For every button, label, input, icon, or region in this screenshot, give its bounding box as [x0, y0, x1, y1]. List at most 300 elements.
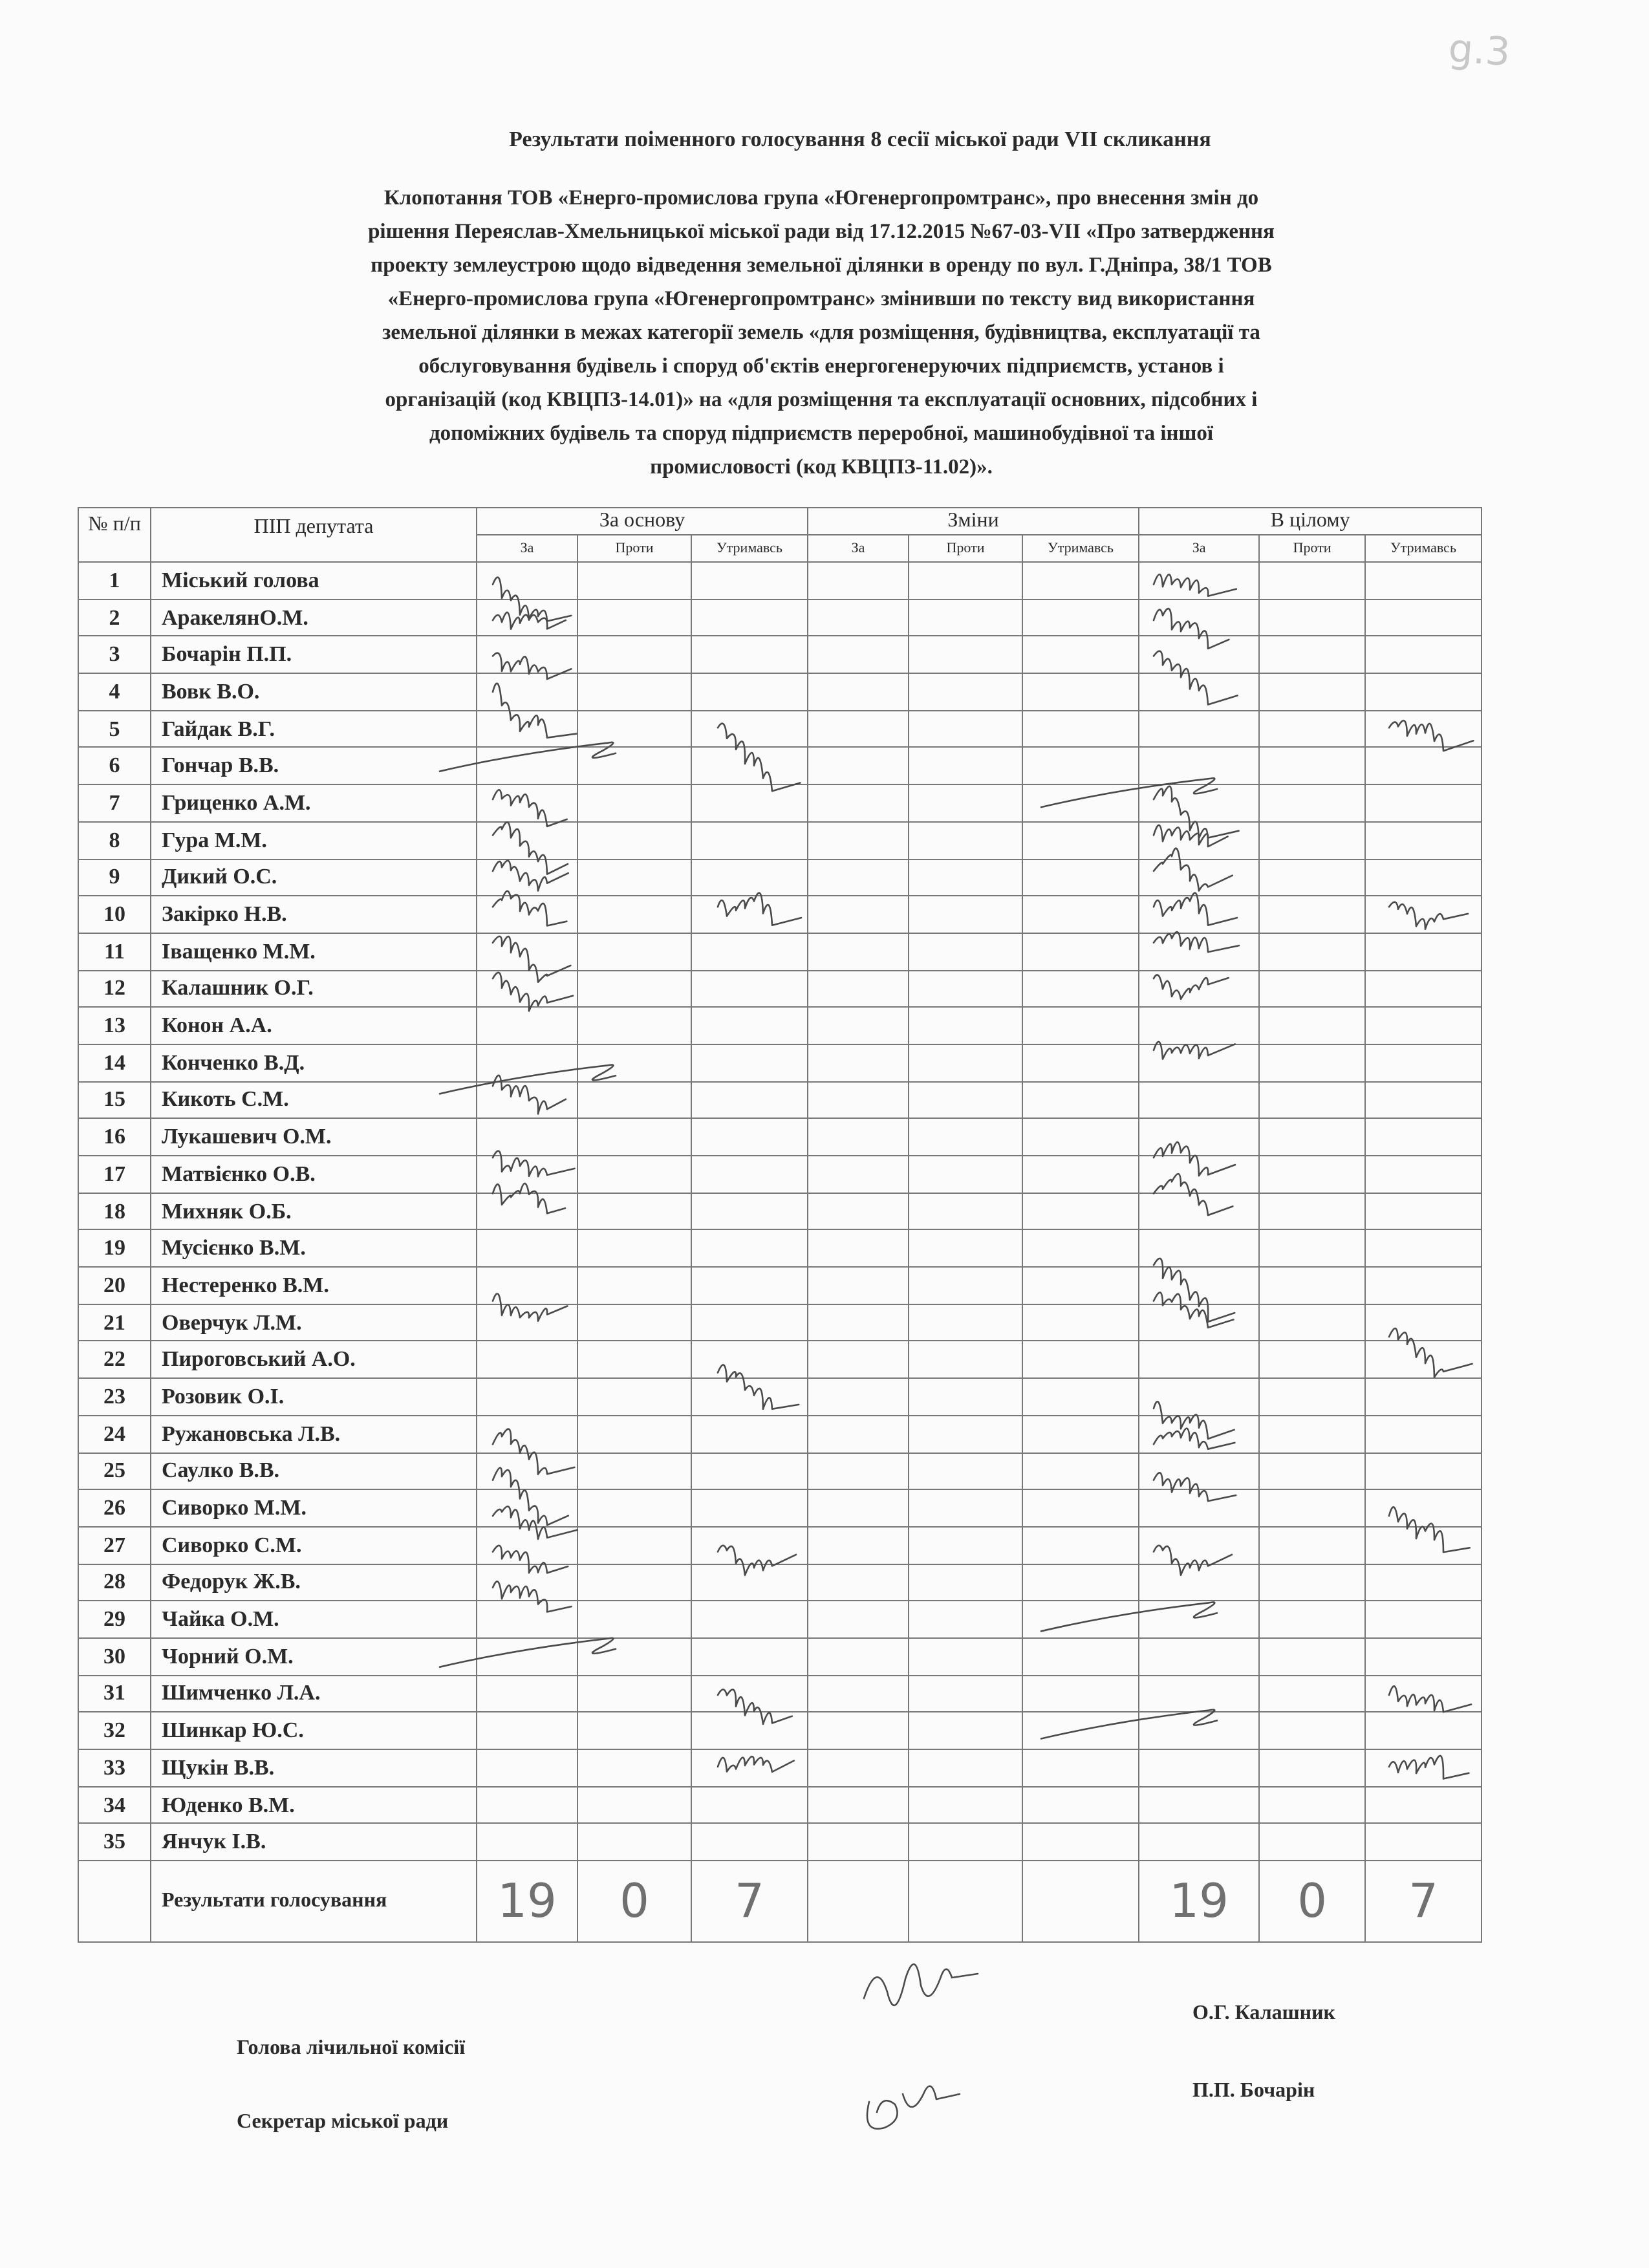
- osnova-za-cell: [477, 1008, 577, 1044]
- zminy-proty-cell: [909, 1008, 1022, 1044]
- vcilomu-proty-cell: [1259, 1156, 1365, 1193]
- osnova-proty-cell: [577, 673, 691, 710]
- zminy-proty-cell: [909, 784, 1022, 821]
- deputy-row: [78, 784, 1482, 821]
- deputy-name: Чорний О.М.: [151, 1638, 477, 1675]
- deputy-rows: [78, 562, 1482, 1861]
- zminy-proty-cell: [909, 673, 1022, 710]
- zminy-proty-cell: [909, 933, 1022, 970]
- osnova-utr-cell: [691, 1489, 808, 1526]
- vcilomu-za-cell: [1139, 1416, 1259, 1453]
- vcilomu-utr-cell: [1365, 822, 1482, 859]
- deputy-row: [78, 1008, 1482, 1044]
- secretary-name: П.П. Бочарін: [1192, 2080, 1315, 2102]
- osnova-proty-cell: [577, 1230, 691, 1267]
- zminy-za-cell: [808, 1712, 909, 1749]
- deputy-name: Закірко Н.В.: [151, 896, 477, 933]
- row-number: 31: [78, 1675, 151, 1712]
- zminy-za-cell: [808, 748, 909, 784]
- zminy-proty-cell: [909, 822, 1022, 859]
- zminy-proty-cell: [909, 1193, 1022, 1229]
- zminy-za-cell: [808, 1081, 909, 1118]
- osnova-utr-cell: [691, 1267, 808, 1304]
- zminy-utr-cell: [1022, 1081, 1139, 1118]
- subject-line: допоміжних будівель та споруд підприємств переробної, машинобудівної та іншої: [429, 420, 1214, 445]
- vcilomu-za-cell: [1139, 1564, 1259, 1601]
- zminy-proty-cell: [909, 599, 1022, 636]
- osnova-proty-cell: [577, 1453, 691, 1489]
- vcilomu-utr-cell: [1365, 1564, 1482, 1601]
- zminy-proty-cell: [909, 1675, 1022, 1712]
- deputy-row: [78, 1638, 1482, 1675]
- zminy-utr-cell: [1022, 1601, 1139, 1638]
- zminy-za-cell: [808, 1008, 909, 1044]
- row-number: 21: [78, 1304, 151, 1341]
- osnova-za-cell: [477, 636, 577, 673]
- deputy-name: Калашник О.Г.: [151, 970, 477, 1007]
- subject-line: організацій (код КВЦПЗ-14.01)» на «для розміщення та експлуатації основних, підсобних і: [385, 387, 1258, 411]
- vcilomu-utr-cell: [1365, 1638, 1482, 1675]
- osnova-za-cell: [477, 1489, 577, 1526]
- vcilomu-proty-cell: [1259, 1341, 1365, 1378]
- vcilomu-za-cell: [1139, 636, 1259, 673]
- commission-chair-name: О.Г. Калашник: [1192, 2002, 1335, 2024]
- vcilomu-proty-cell: [1259, 822, 1365, 859]
- row-number: 10: [78, 896, 151, 933]
- osnova-utr-cell: [691, 1527, 808, 1564]
- osnova-za-cell: [477, 1230, 577, 1267]
- vcilomu-proty-cell: [1259, 1044, 1365, 1081]
- deputy-name: Матвієнко О.В.: [151, 1156, 477, 1193]
- zminy-za-cell: [808, 1638, 909, 1675]
- vcilomu-za-cell: [1139, 748, 1259, 784]
- chair-signature: [864, 1964, 978, 2005]
- osnova-proty-total: 0: [577, 1861, 691, 1942]
- osnova-utr-cell: [691, 1156, 808, 1193]
- zminy-za-cell: [808, 1453, 909, 1489]
- zminy-utr-cell: [1022, 896, 1139, 933]
- row-number: 13: [78, 1008, 151, 1044]
- row-number: 34: [78, 1786, 151, 1823]
- osnova-proty-cell: [577, 1712, 691, 1749]
- zminy-utr-cell: [1022, 1749, 1139, 1786]
- vcilomu-za-cell: [1139, 1119, 1259, 1156]
- zminy-utr-cell: [1022, 1267, 1139, 1304]
- vcilomu-utr-cell: [1365, 748, 1482, 784]
- vcilomu-utr-cell: [1365, 1453, 1482, 1489]
- header-group-osnova: За основу: [477, 508, 808, 535]
- deputy-name: Конченко В.Д.: [151, 1044, 477, 1081]
- osnova-proty-cell: [577, 1378, 691, 1415]
- header-deputy-name: ПІП депутата: [151, 508, 477, 562]
- row-number: 26: [78, 1489, 151, 1526]
- vcilomu-proty-cell: [1259, 933, 1365, 970]
- deputy-name: Мусієнко В.М.: [151, 1230, 477, 1267]
- osnova-za-cell: [477, 1527, 577, 1564]
- results-number-cell: [78, 1861, 151, 1942]
- vcilomu-za-cell: [1139, 1824, 1259, 1861]
- vcilomu-proty-cell: [1259, 636, 1365, 673]
- osnova-utr-cell: [691, 1638, 808, 1675]
- osnova-proty-cell: [577, 1119, 691, 1156]
- zminy-utr-cell: [1022, 562, 1139, 599]
- subject-line: земельної ділянки в межах категорії земель «для розміщення, будівництва, експлуатації та: [382, 319, 1260, 344]
- zminy-utr-cell: [1022, 1453, 1139, 1489]
- osnova-za-cell: [477, 896, 577, 933]
- deputy-row: [78, 1675, 1482, 1712]
- subject-line: проекту землеустрою щодо відведення земельної ділянки в оренду по вул. Г.Дніпра, 38/1 ТОВ: [371, 252, 1272, 277]
- zminy-proty-cell: [909, 896, 1022, 933]
- osnova-za-cell: [477, 1193, 577, 1229]
- deputy-name: Вовк В.О.: [151, 673, 477, 710]
- vcilomu-proty-cell: [1259, 562, 1365, 599]
- osnova-proty-cell: [577, 859, 691, 896]
- zminy-utr-cell: [1022, 784, 1139, 821]
- osnova-za-cell: [477, 1824, 577, 1861]
- deputy-name: АракелянО.М.: [151, 599, 477, 636]
- vcilomu-za-cell: [1139, 1675, 1259, 1712]
- osnova-proty-cell: [577, 636, 691, 673]
- osnova-proty-cell: [577, 1416, 691, 1453]
- deputy-name: Сиворко С.М.: [151, 1527, 477, 1564]
- zminy-utr-cell: [1022, 1230, 1139, 1267]
- vcilomu-proty-cell: [1259, 1416, 1365, 1453]
- vcilomu-utr-cell: [1365, 711, 1482, 748]
- zminy-utr-cell: [1022, 1638, 1139, 1675]
- osnova-utr-cell: [691, 1378, 808, 1415]
- deputy-row: [78, 1453, 1482, 1489]
- zminy-utr-cell: [1022, 1416, 1139, 1453]
- vcilomu-utr-cell: [1365, 673, 1482, 710]
- deputy-row: [78, 1416, 1482, 1453]
- vcilomu-proty-cell: [1259, 1527, 1365, 1564]
- zminy-utr-cell: [1022, 1675, 1139, 1712]
- vcilomu-utr-cell: [1365, 1416, 1482, 1453]
- deputy-name: Гура М.М.: [151, 822, 477, 859]
- subject-line: Клопотання ТОВ «Енерго-промислова група «Югенергопромтранс», про внесення змін до: [383, 185, 1259, 210]
- deputy-name: Кикоть С.М.: [151, 1081, 477, 1118]
- vcilomu-za-cell: [1139, 933, 1259, 970]
- osnova-za-cell: [477, 673, 577, 710]
- zminy-utr-cell: [1022, 1824, 1139, 1861]
- osnova-proty-cell: [577, 1489, 691, 1526]
- vcilomu-proty-cell: [1259, 896, 1365, 933]
- osnova-utr-cell: [691, 1749, 808, 1786]
- vcilomu-za-cell: [1139, 1008, 1259, 1044]
- zminy-za-cell: [808, 1156, 909, 1193]
- subject-line: рішення Переяслав-Хмельницької міської ради від 17.12.2015 №67-03-VII «Про затвердження: [368, 219, 1275, 243]
- vcilomu-proty-total: 0: [1259, 1861, 1365, 1942]
- vcilomu-utr-cell: [1365, 1378, 1482, 1415]
- osnova-proty-cell: [577, 896, 691, 933]
- deputy-row: [78, 673, 1482, 710]
- zminy-za-cell: [808, 562, 909, 599]
- vcilomu-utr-cell: [1365, 1341, 1482, 1378]
- vcilomu-utr-cell: [1365, 1712, 1482, 1749]
- osnova-utr-cell: [691, 711, 808, 748]
- vcilomu-za-cell: [1139, 1156, 1259, 1193]
- resolution-subject: [162, 181, 1481, 484]
- row-number: 2: [78, 599, 151, 636]
- row-number: 14: [78, 1044, 151, 1081]
- osnova-za-total: 19: [477, 1861, 577, 1942]
- deputy-name: Гайдак В.Г.: [151, 711, 477, 748]
- vcilomu-za-cell: [1139, 1267, 1259, 1304]
- vcilomu-proty-cell: [1259, 970, 1365, 1007]
- deputy-row: [78, 711, 1482, 748]
- vcilomu-utr-cell: [1365, 1786, 1482, 1823]
- vcilomu-utr-cell: [1365, 1749, 1482, 1786]
- vcilomu-utr-cell: [1365, 1675, 1482, 1712]
- osnova-proty-cell: [577, 599, 691, 636]
- osnova-za-cell: [477, 1749, 577, 1786]
- vcilomu-proty-cell: [1259, 748, 1365, 784]
- vcilomu-za-cell: [1139, 1601, 1259, 1638]
- deputy-row: [78, 1601, 1482, 1638]
- osnova-za-cell: [477, 970, 577, 1007]
- vcilomu-za-cell: [1139, 1749, 1259, 1786]
- zminy-utr-cell: [1022, 1489, 1139, 1526]
- vcilomu-proty-cell: [1259, 1749, 1365, 1786]
- header-proty: Проти: [577, 535, 691, 562]
- vcilomu-utr-cell: [1365, 1156, 1482, 1193]
- zminy-proty-cell: [909, 1378, 1022, 1415]
- vcilomu-za-cell: [1139, 1489, 1259, 1526]
- osnova-za-cell: [477, 1378, 577, 1415]
- osnova-za-cell: [477, 1786, 577, 1823]
- zminy-proty-cell: [909, 711, 1022, 748]
- zminy-proty-cell: [909, 1119, 1022, 1156]
- deputy-row: [78, 896, 1482, 933]
- osnova-utr-cell: [691, 1824, 808, 1861]
- zminy-utr-cell: [1022, 1119, 1139, 1156]
- vcilomu-proty-cell: [1259, 1304, 1365, 1341]
- row-number: 11: [78, 933, 151, 970]
- subject-line: обслуговування будівель і споруд об'єктів енергогенеруючих підприємств, установ і: [418, 353, 1224, 378]
- vcilomu-utr-cell: [1365, 562, 1482, 599]
- zminy-za-cell: [808, 1824, 909, 1861]
- deputy-row: [78, 1341, 1482, 1378]
- osnova-za-cell: [477, 1119, 577, 1156]
- zminy-proty-cell: [909, 1341, 1022, 1378]
- osnova-proty-cell: [577, 1156, 691, 1193]
- zminy-za-cell: [808, 1230, 909, 1267]
- row-number: 25: [78, 1453, 151, 1489]
- osnova-za-cell: [477, 1304, 577, 1341]
- osnova-za-cell: [477, 859, 577, 896]
- osnova-utr-cell: [691, 1008, 808, 1044]
- zminy-proty-cell: [909, 562, 1022, 599]
- zminy-proty-cell: [909, 1156, 1022, 1193]
- header-utrymavs: Утримавсь: [1022, 535, 1139, 562]
- zminy-za-cell: [808, 822, 909, 859]
- vcilomu-za-cell: [1139, 896, 1259, 933]
- deputy-row: [78, 1489, 1482, 1526]
- zminy-za-total: [808, 1861, 909, 1942]
- osnova-utr-cell: [691, 1119, 808, 1156]
- deputy-name: Конон А.А.: [151, 1008, 477, 1044]
- zminy-proty-cell: [909, 1638, 1022, 1675]
- zminy-za-cell: [808, 599, 909, 636]
- osnova-utr-cell: [691, 1712, 808, 1749]
- vcilomu-za-cell: [1139, 1712, 1259, 1749]
- deputy-name: Гончар В.В.: [151, 748, 477, 784]
- zminy-proty-cell: [909, 859, 1022, 896]
- osnova-proty-cell: [577, 822, 691, 859]
- vcilomu-za-cell: [1139, 1341, 1259, 1378]
- zminy-utr-cell: [1022, 822, 1139, 859]
- osnova-utr-cell: [691, 1304, 808, 1341]
- header-proty: Проти: [909, 535, 1022, 562]
- zminy-utr-cell: [1022, 748, 1139, 784]
- vcilomu-za-cell: [1139, 1638, 1259, 1675]
- deputy-name: Бочарін П.П.: [151, 636, 477, 673]
- osnova-proty-cell: [577, 1527, 691, 1564]
- zminy-utr-cell: [1022, 1527, 1139, 1564]
- deputy-row: [78, 562, 1482, 599]
- zminy-utr-cell: [1022, 711, 1139, 748]
- vcilomu-utr-cell: [1365, 896, 1482, 933]
- row-number: 6: [78, 748, 151, 784]
- vcilomu-utr-total: 7: [1365, 1861, 1482, 1942]
- zminy-za-cell: [808, 784, 909, 821]
- zminy-utr-cell: [1022, 1786, 1139, 1823]
- zminy-utr-cell: [1022, 1156, 1139, 1193]
- subject-line: промисловості (код КВЦПЗ-11.02)».: [650, 454, 993, 479]
- zminy-za-cell: [808, 1193, 909, 1229]
- osnova-za-cell: [477, 1638, 577, 1675]
- deputy-name: Лукашевич О.М.: [151, 1119, 477, 1156]
- deputy-name: Щукін В.В.: [151, 1749, 477, 1786]
- zminy-proty-cell: [909, 1230, 1022, 1267]
- osnova-proty-cell: [577, 933, 691, 970]
- osnova-za-cell: [477, 711, 577, 748]
- row-number: 27: [78, 1527, 151, 1564]
- header-proty: Проти: [1259, 535, 1365, 562]
- vcilomu-za-cell: [1139, 1527, 1259, 1564]
- vcilomu-utr-cell: [1365, 1008, 1482, 1044]
- zminy-proty-total: [909, 1861, 1022, 1942]
- vcilomu-utr-cell: [1365, 1824, 1482, 1861]
- osnova-proty-cell: [577, 1304, 691, 1341]
- vcilomu-proty-cell: [1259, 711, 1365, 748]
- vcilomu-za-cell: [1139, 859, 1259, 896]
- zminy-za-cell: [808, 1044, 909, 1081]
- osnova-proty-cell: [577, 970, 691, 1007]
- row-number: 32: [78, 1712, 151, 1749]
- zminy-za-cell: [808, 1675, 909, 1712]
- vcilomu-utr-cell: [1365, 933, 1482, 970]
- vcilomu-za-cell: [1139, 562, 1259, 599]
- zminy-za-cell: [808, 1304, 909, 1341]
- osnova-za-cell: [477, 1601, 577, 1638]
- deputy-row: [78, 822, 1482, 859]
- deputy-name: Янчук І.В.: [151, 1824, 477, 1861]
- zminy-proty-cell: [909, 1044, 1022, 1081]
- osnova-proty-cell: [577, 1749, 691, 1786]
- header-utrymavs: Утримавсь: [691, 535, 808, 562]
- zminy-za-cell: [808, 636, 909, 673]
- deputy-row: [78, 1824, 1482, 1861]
- vcilomu-za-cell: [1139, 1230, 1259, 1267]
- deputy-name: Дикий О.С.: [151, 859, 477, 896]
- zminy-proty-cell: [909, 1489, 1022, 1526]
- zminy-utr-cell: [1022, 1193, 1139, 1229]
- vcilomu-proty-cell: [1259, 1824, 1365, 1861]
- osnova-utr-cell: [691, 748, 808, 784]
- voting-table: [78, 507, 1482, 1943]
- zminy-utr-cell: [1022, 933, 1139, 970]
- deputy-name: Ружановська Л.В.: [151, 1416, 477, 1453]
- vcilomu-za-cell: [1139, 1081, 1259, 1118]
- results-label: Результати голосування: [151, 1861, 477, 1942]
- zminy-za-cell: [808, 1564, 909, 1601]
- row-number: 7: [78, 784, 151, 821]
- vcilomu-za-total: 19: [1139, 1861, 1259, 1942]
- osnova-proty-cell: [577, 562, 691, 599]
- deputy-name: Юденко В.М.: [151, 1786, 477, 1823]
- secretary-signature: [867, 2086, 960, 2129]
- row-number: 19: [78, 1230, 151, 1267]
- vcilomu-proty-cell: [1259, 1119, 1365, 1156]
- osnova-utr-cell: [691, 1081, 808, 1118]
- vcilomu-proty-cell: [1259, 1378, 1365, 1415]
- deputy-row: [78, 1156, 1482, 1193]
- vcilomu-proty-cell: [1259, 1193, 1365, 1229]
- zminy-proty-cell: [909, 1453, 1022, 1489]
- row-number: 16: [78, 1119, 151, 1156]
- osnova-za-cell: [477, 562, 577, 599]
- vcilomu-za-cell: [1139, 1453, 1259, 1489]
- vcilomu-proty-cell: [1259, 1267, 1365, 1304]
- osnova-proty-cell: [577, 1675, 691, 1712]
- osnova-za-cell: [477, 1453, 577, 1489]
- vcilomu-proty-cell: [1259, 1601, 1365, 1638]
- osnova-proty-cell: [577, 1564, 691, 1601]
- osnova-za-cell: [477, 933, 577, 970]
- osnova-utr-cell: [691, 784, 808, 821]
- osnova-za-cell: [477, 748, 577, 784]
- deputy-name: Саулко В.В.: [151, 1453, 477, 1489]
- deputy-row: [78, 859, 1482, 896]
- vcilomu-za-cell: [1139, 784, 1259, 821]
- vcilomu-utr-cell: [1365, 1527, 1482, 1564]
- zminy-proty-cell: [909, 636, 1022, 673]
- deputy-row: [78, 1304, 1482, 1341]
- header-za: За: [1139, 535, 1259, 562]
- deputy-row: [78, 1267, 1482, 1304]
- osnova-proty-cell: [577, 1081, 691, 1118]
- row-number: 8: [78, 822, 151, 859]
- vcilomu-utr-cell: [1365, 859, 1482, 896]
- zminy-za-cell: [808, 1601, 909, 1638]
- vcilomu-utr-cell: [1365, 1601, 1482, 1638]
- deputy-row: [78, 1193, 1482, 1229]
- osnova-utr-cell: [691, 970, 808, 1007]
- vcilomu-utr-cell: [1365, 784, 1482, 821]
- row-number: 28: [78, 1564, 151, 1601]
- osnova-utr-cell: [691, 1564, 808, 1601]
- deputy-name: Гриценко А.М.: [151, 784, 477, 821]
- vcilomu-proty-cell: [1259, 673, 1365, 710]
- osnova-za-cell: [477, 1156, 577, 1193]
- vcilomu-za-cell: [1139, 711, 1259, 748]
- deputy-name: Михняк О.Б.: [151, 1193, 477, 1229]
- deputy-row: [78, 636, 1482, 673]
- vcilomu-proty-cell: [1259, 1453, 1365, 1489]
- zminy-proty-cell: [909, 1749, 1022, 1786]
- deputy-name: Розовик О.І.: [151, 1378, 477, 1415]
